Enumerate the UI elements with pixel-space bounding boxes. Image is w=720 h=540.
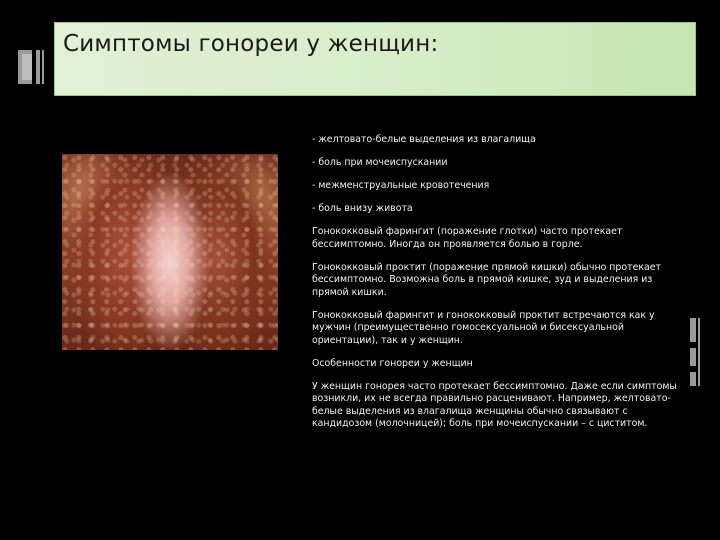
- decor-bar: [690, 318, 696, 342]
- bullet-list: [284, 134, 684, 441]
- bullet-text: - боль внизу живота: [312, 203, 413, 214]
- medical-photo: [62, 154, 278, 350]
- bullet-item: [284, 381, 684, 431]
- bullet-text: - межменструальные кровотечения: [312, 180, 490, 191]
- bullet-item: [284, 134, 684, 147]
- decor-bar: [698, 318, 700, 386]
- decor-bar: [690, 348, 696, 366]
- bullet-item: [284, 180, 684, 193]
- bullet-text: Особенности гонореи у женщин: [312, 357, 473, 369]
- bullet-text: Гонококковый фарингит (поражение глотки) часто протекает бессимптомно. Иногда он проявляется болью в горле.: [312, 226, 623, 250]
- bullet-text: Гонококковый фарингит и гонококковый проктит встречаются как у мужчин (преимущественно гомосексуальной и бисексуальной ориентации), так и у женщин.: [312, 309, 655, 346]
- bullet-text: Гонококковый проктит (поражение прямой кишки) обычно протекает бессимптомно. Возможна боль в прямой кишке, зуд и выделения из прямой кишки.: [312, 261, 661, 298]
- title-box: [54, 22, 696, 96]
- decor-bar: [22, 54, 32, 80]
- bullet-text: - желтовато-белые выделения из влагалища: [312, 134, 536, 145]
- decor-bar: [42, 50, 44, 84]
- bullet-item: [284, 157, 684, 170]
- bullet-item: [284, 310, 684, 348]
- slide-title: Симптомы гонореи у женщин:: [63, 31, 439, 57]
- decor-bar: [36, 50, 40, 84]
- bullet-text: - боль при мочеиспускании: [312, 157, 448, 168]
- bullet-text: У женщин гонорея часто протекает бессимптомно. Даже если симптомы возникли, их не всегда правильно расценивают. Например, желтовато-белые выделения из влагалища женщины обычно связывают с кандидозом (молочницей); боль при мочеиспускании – с циститом.: [312, 380, 677, 429]
- bullet-item: [284, 203, 684, 216]
- bullet-item: [284, 358, 684, 371]
- decor-bar: [690, 372, 696, 386]
- bullet-item: [284, 226, 684, 251]
- bullet-item: [284, 262, 684, 300]
